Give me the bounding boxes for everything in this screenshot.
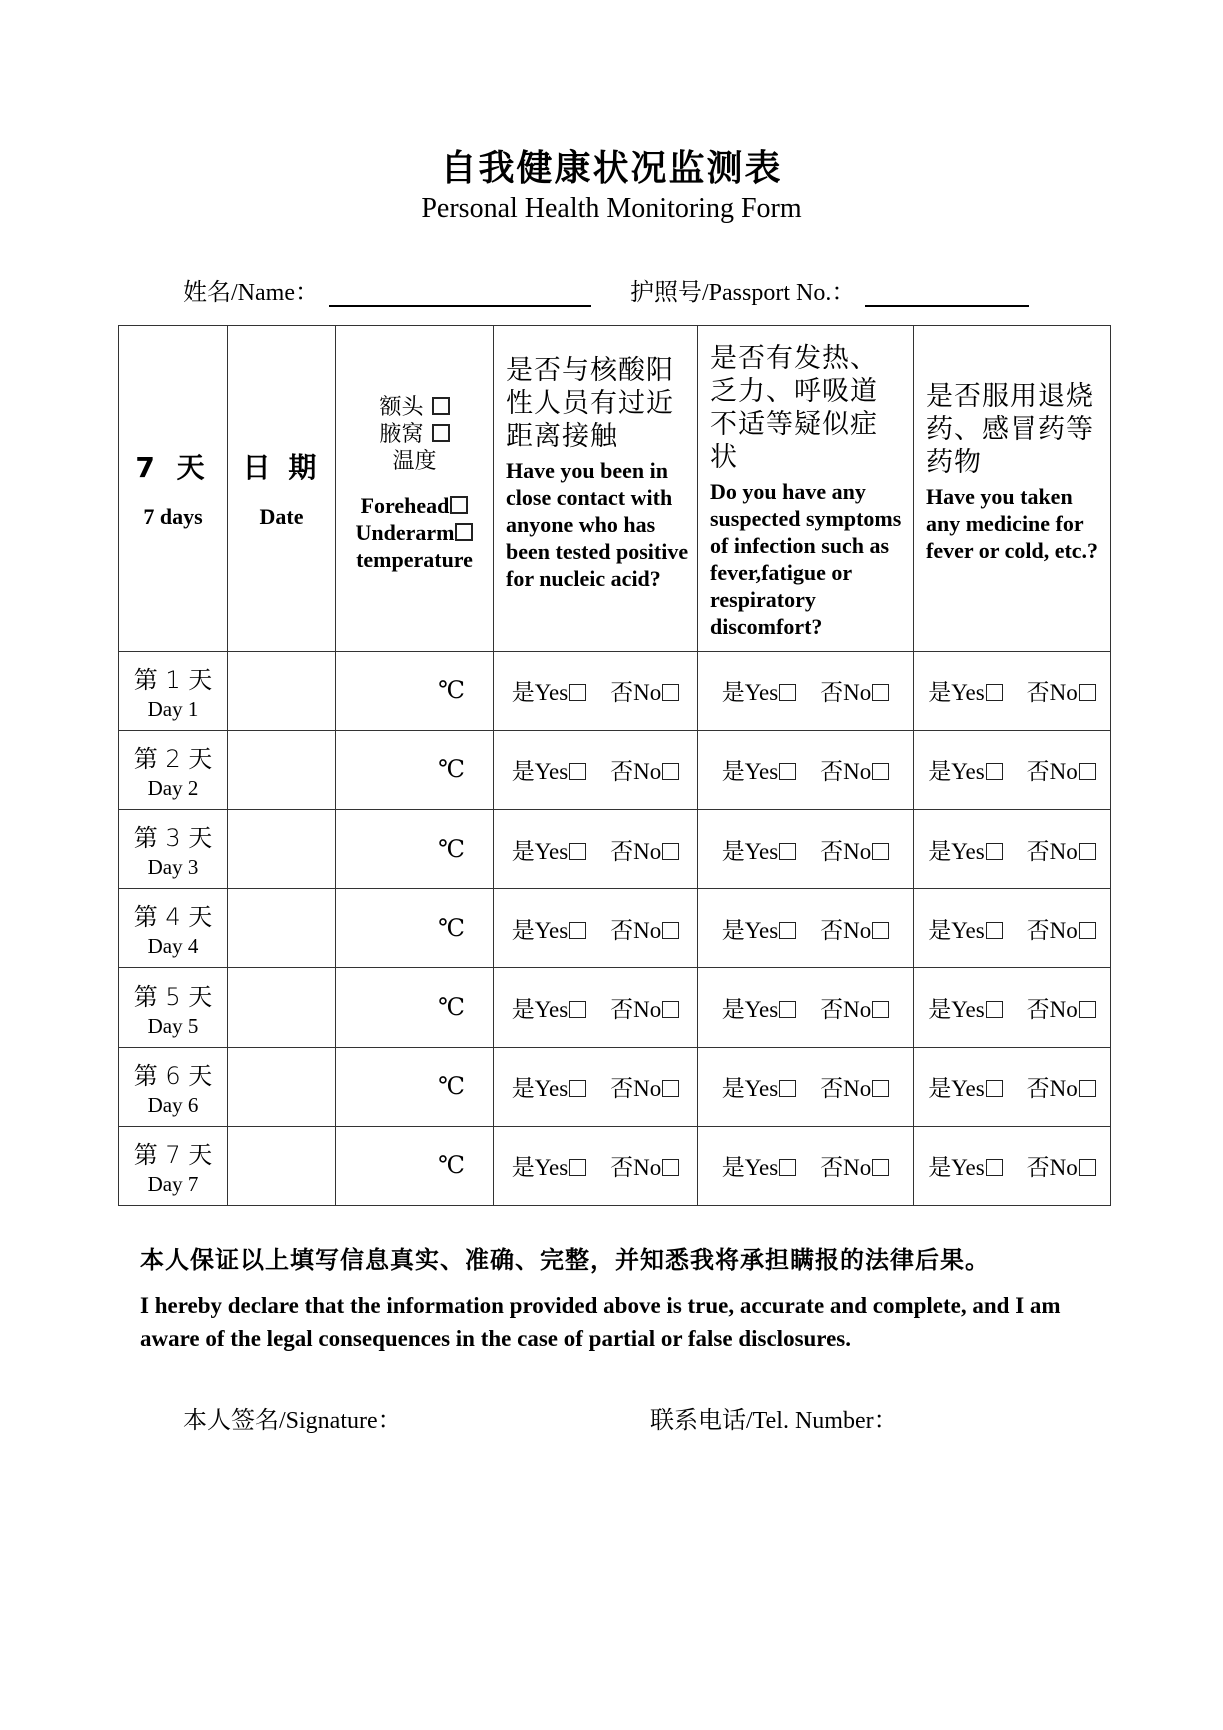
no-label-english: No [633,997,662,1022]
signature-field[interactable] [183,1400,402,1435]
q1-chinese: 是否与核酸阳性人员有过近距离接触 [506,355,674,452]
temperature-input-cell[interactable] [336,1126,494,1205]
yes-label-chinese: 是 [511,759,535,786]
no-label-english: No [1049,1155,1078,1181]
answer-cell-contact [494,810,698,889]
no-label-english: No [633,838,662,864]
no-checkbox[interactable] [1079,684,1096,701]
no-checkbox[interactable] [662,843,679,860]
day-label-english: Day 5 [147,1013,199,1038]
q3-chinese: 是否服用退烧药、感冒药等药物 [926,381,1094,478]
no-checkbox[interactable] [1079,1001,1096,1018]
no-label-english: No [843,759,872,785]
answer-cell-symptoms [698,1126,914,1205]
yes-label-chinese: 是 [928,1155,952,1182]
yes-checkbox[interactable] [779,684,796,701]
no-label-chinese: 否 [820,997,844,1023]
day-label-english: Day 3 [147,855,199,880]
answer-cell-medicine [914,730,1111,809]
yes-checkbox[interactable] [986,1080,1003,1097]
temperature-input-cell[interactable] [336,968,494,1047]
no-checkbox[interactable] [872,843,889,860]
no-label-english: No [633,680,662,706]
no-label-english: No [633,1076,662,1102]
no-label-english: No [843,680,872,706]
answer-cell-medicine [914,1047,1111,1126]
header-question-medicine [914,326,1111,652]
temperature-input-cell[interactable] [336,889,494,968]
answer-cell-symptoms [698,889,914,968]
no-label-english: No [843,997,872,1022]
no-checkbox[interactable] [1079,922,1096,939]
yes-label-english: Yes [951,759,985,785]
temp-underarm-label-cn: 腋窝 [379,422,424,447]
temp-label-cn: 温度 [392,449,437,474]
declaration-english: I hereby declare that the information provided above is true, accurate and complete, and I am aware of the legal consequences in the case of partial or false disclosures. [140,1293,1061,1351]
yes-label-english: Yes [951,1076,985,1102]
no-label-chinese: 否 [610,1155,634,1182]
table-row [119,1126,1111,1205]
no-checkbox[interactable] [872,922,889,939]
yes-label-chinese: 是 [511,1076,535,1103]
no-label-english: No [1049,759,1078,785]
yes-label-chinese: 是 [511,838,535,865]
answer-cell-symptoms [698,730,914,809]
table-row [119,1047,1111,1126]
answer-cell-medicine [914,810,1111,889]
no-label-chinese: 否 [610,917,634,944]
date-input-cell[interactable] [228,1047,336,1126]
answer-cell-contact [494,730,698,809]
answer-cell-contact [494,1047,698,1126]
answer-cell-symptoms [698,810,914,889]
celsius-unit: ℃ [438,678,465,705]
no-label-chinese: 否 [820,917,844,944]
header-temp-chinese [336,394,493,475]
table-row [119,968,1111,1047]
no-checkbox[interactable] [1079,843,1096,860]
yes-label-chinese: 是 [928,917,952,944]
no-label-chinese: 否 [610,1076,634,1103]
q3-english: Have you taken any medicine for fever or cold, etc.? [926,484,1099,563]
tel-field[interactable] [650,1400,898,1435]
yes-checkbox[interactable] [569,922,586,939]
yes-label-english: Yes [951,838,985,864]
yes-checkbox[interactable] [569,684,586,701]
passport-label-chinese: 护照号 [630,278,702,306]
yes-label-english: Yes [951,1155,985,1181]
yes-label-english: Yes [534,759,569,785]
table-row [119,889,1111,968]
no-label-chinese: 否 [1026,1155,1050,1182]
yes-label-chinese: 是 [928,997,952,1023]
no-label-chinese: 否 [820,1155,844,1182]
yes-label-english: Yes [744,1155,779,1181]
celsius-unit: ℃ [438,1153,465,1180]
passport-input-line[interactable] [865,277,1029,307]
no-checkbox[interactable] [872,1001,889,1018]
day-label-cell [119,651,228,730]
forehead-checkbox[interactable] [432,397,450,415]
day-label-chinese: 第 4 天 [133,903,213,932]
no-checkbox[interactable] [662,922,679,939]
passport-field [630,272,1029,307]
yes-label-english: Yes [951,917,985,943]
yes-label-chinese: 是 [721,1155,745,1182]
monitoring-table [118,325,1111,1206]
yes-label-english: Yes [744,759,779,785]
no-checkbox[interactable] [1079,1159,1096,1176]
signature-label-chinese: 本人签名 [183,1406,279,1434]
yes-checkbox[interactable] [779,922,796,939]
no-checkbox[interactable] [872,1080,889,1097]
day-label-cell [119,730,228,809]
yes-checkbox[interactable] [986,763,1003,780]
day-label-cell [119,1126,228,1205]
no-label-chinese: 否 [820,680,844,707]
forehead-checkbox-en[interactable] [450,496,468,514]
day-label-chinese: 第 6 天 [133,1061,213,1090]
date-input-cell[interactable] [228,1126,336,1205]
no-label-english: No [1049,1076,1078,1102]
table-row [119,651,1111,730]
tel-label-english: /Tel. Number： [746,1408,898,1434]
yes-checkbox[interactable] [569,1080,586,1097]
day-label-chinese: 第 1 天 [133,665,213,694]
yes-label-english: Yes [744,680,779,706]
no-checkbox[interactable] [872,1159,889,1176]
day-label-cell [119,968,228,1047]
yes-checkbox[interactable] [986,843,1003,860]
table-row [119,730,1111,809]
header-days-english: 7 days [143,504,203,530]
no-label-english: No [633,1155,662,1181]
yes-label-english: Yes [534,1076,569,1102]
no-label-english: No [633,759,662,785]
underarm-checkbox-en[interactable] [455,523,473,541]
no-label-chinese: 否 [610,997,634,1023]
day-label-chinese: 第 5 天 [133,982,213,1011]
no-label-english: No [1049,997,1078,1022]
temperature-input-cell[interactable] [336,730,494,809]
yes-checkbox[interactable] [986,1001,1003,1018]
day-rows [119,651,1111,1205]
yes-checkbox[interactable] [779,1159,796,1176]
yes-label-english: Yes [534,680,569,706]
yes-checkbox[interactable] [569,763,586,780]
date-input-cell[interactable] [228,968,336,1047]
yes-label-chinese: 是 [721,917,745,944]
table-header-row [119,326,1111,652]
yes-label-english: Yes [534,997,569,1022]
day-label-english: Day 6 [147,1092,199,1117]
form-title-english: Personal Health Monitoring Form [421,193,802,224]
answer-cell-symptoms [698,968,914,1047]
no-label-english: No [1049,838,1078,864]
no-checkbox[interactable] [1079,763,1096,780]
answer-cell-medicine [914,968,1111,1047]
yes-checkbox[interactable] [779,1001,796,1018]
yes-label-english: Yes [744,917,779,943]
day-label-cell [119,810,228,889]
day-label-english: Day 7 [147,1171,199,1196]
celsius-unit: ℃ [438,757,465,784]
no-checkbox[interactable] [662,684,679,701]
yes-label-english: Yes [534,917,569,943]
yes-label-chinese: 是 [511,917,535,944]
yes-checkbox[interactable] [986,684,1003,701]
no-label-english: No [1049,917,1078,943]
celsius-unit: ℃ [438,995,465,1021]
yes-label-english: Yes [744,838,779,864]
day-label-english: Day 4 [147,934,199,959]
yes-checkbox[interactable] [779,1080,796,1097]
day-label-english: Day 2 [147,775,199,800]
day-label-cell [119,1047,228,1126]
yes-label-chinese: 是 [511,680,535,707]
yes-label-english: Yes [951,680,985,706]
no-label-chinese: 否 [1026,680,1050,707]
no-label-chinese: 否 [1026,759,1050,786]
no-checkbox[interactable] [662,1080,679,1097]
no-label-english: No [843,838,872,864]
day-label-chinese: 第 3 天 [133,824,213,853]
no-label-english: No [633,917,662,943]
yes-label-chinese: 是 [721,680,745,707]
yes-checkbox[interactable] [569,1159,586,1176]
temp-forehead-label-en: Forehead [360,493,450,518]
q2-english: Do you have any suspected symptoms of infection such as fever,fatigue or respiratory discomfort? [710,479,902,639]
yes-label-chinese: 是 [928,838,952,865]
no-label-chinese: 否 [820,1076,844,1103]
no-label-chinese: 否 [820,759,844,786]
no-label-chinese: 否 [1026,1076,1050,1103]
yes-checkbox[interactable] [986,922,1003,939]
yes-label-english: Yes [744,997,779,1022]
answer-cell-symptoms [698,651,914,730]
name-label-english: /Name： [231,280,319,306]
temperature-input-cell[interactable] [336,651,494,730]
name-label-chinese: 姓名 [183,278,231,306]
answer-cell-contact [494,889,698,968]
header-question-contact [494,326,698,652]
yes-label-chinese: 是 [721,838,745,865]
answer-cell-medicine [914,889,1111,968]
no-label-english: No [843,917,872,943]
no-label-chinese: 否 [1026,997,1050,1023]
name-field [183,272,591,307]
day-label-english: Day 1 [147,696,199,721]
no-label-chinese: 否 [610,680,634,707]
no-checkbox[interactable] [662,1159,679,1176]
no-label-english: No [1049,680,1078,706]
temp-label-en: temperature [356,547,473,572]
header-days [119,326,228,652]
q2-chinese: 是否有发热、乏力、呼吸道不适等疑似症状 [710,343,878,473]
day-label-chinese: 第 7 天 [133,1140,213,1169]
no-label-chinese: 否 [610,838,634,865]
yes-label-chinese: 是 [721,759,745,786]
yes-label-english: Yes [744,1076,779,1102]
answer-cell-contact [494,968,698,1047]
yes-label-chinese: 是 [511,997,535,1023]
yes-label-chinese: 是 [928,680,952,707]
temp-forehead-label-cn: 额头 [379,395,424,420]
no-checkbox[interactable] [872,763,889,780]
answer-cell-symptoms [698,1047,914,1126]
no-label-english: No [843,1076,872,1102]
signature-label-english: /Signature： [279,1408,402,1434]
yes-checkbox[interactable] [779,843,796,860]
header-temperature [336,326,494,652]
header-date-chinese: 日 期 [242,451,321,485]
celsius-unit: ℃ [438,915,465,942]
celsius-unit: ℃ [438,836,465,863]
form-title-chinese: 自我健康状况监测表 [440,148,783,189]
yes-label-chinese: 是 [928,1076,952,1103]
no-checkbox[interactable] [662,763,679,780]
name-input-line[interactable] [329,277,591,307]
date-input-cell[interactable] [228,651,336,730]
yes-label-english: Yes [951,997,985,1022]
no-checkbox[interactable] [662,1001,679,1018]
temp-underarm-label-en: Underarm [355,520,455,545]
no-label-chinese: 否 [1026,838,1050,865]
date-input-cell[interactable] [228,889,336,968]
yes-label-chinese: 是 [721,997,745,1023]
yes-label-chinese: 是 [721,1076,745,1103]
header-question-symptoms [698,326,914,652]
yes-label-chinese: 是 [928,759,952,786]
no-label-chinese: 否 [610,759,634,786]
temperature-input-cell[interactable] [336,1047,494,1126]
answer-cell-contact [494,651,698,730]
answer-cell-medicine [914,651,1111,730]
q1-english: Have you been in close contact with anyone who has been tested positive for nucleic acid? [506,458,689,591]
no-label-chinese: 否 [820,838,844,865]
header-days-chinese: 7 天 [135,451,211,485]
no-label-english: No [843,1155,872,1181]
day-label-chinese: 第 2 天 [133,744,213,773]
no-checkbox[interactable] [872,684,889,701]
header-date-english: Date [259,504,304,530]
celsius-unit: ℃ [438,1074,465,1101]
yes-label-english: Yes [534,1155,569,1181]
answer-cell-medicine [914,1126,1111,1205]
header-date [228,326,336,652]
date-input-cell[interactable] [228,730,336,809]
table-row [119,810,1111,889]
yes-label-chinese: 是 [511,1155,535,1182]
no-label-chinese: 否 [1026,917,1050,944]
date-input-cell[interactable] [228,810,336,889]
temperature-input-cell[interactable] [336,810,494,889]
tel-label-chinese: 联系电话 [650,1406,746,1434]
no-checkbox[interactable] [1079,1080,1096,1097]
yes-checkbox[interactable] [986,1159,1003,1176]
day-label-cell [119,889,228,968]
underarm-checkbox[interactable] [432,424,450,442]
yes-checkbox[interactable] [779,763,796,780]
answer-cell-contact [494,1126,698,1205]
declaration-chinese: 本人保证以上填写信息真实、准确、完整，并知悉我将承担瞒报的法律后果。 [140,1246,990,1274]
passport-label-english: /Passport No.： [702,280,856,306]
yes-checkbox[interactable] [569,1001,586,1018]
yes-checkbox[interactable] [569,843,586,860]
yes-label-english: Yes [534,838,569,864]
header-temp-english [336,492,493,573]
